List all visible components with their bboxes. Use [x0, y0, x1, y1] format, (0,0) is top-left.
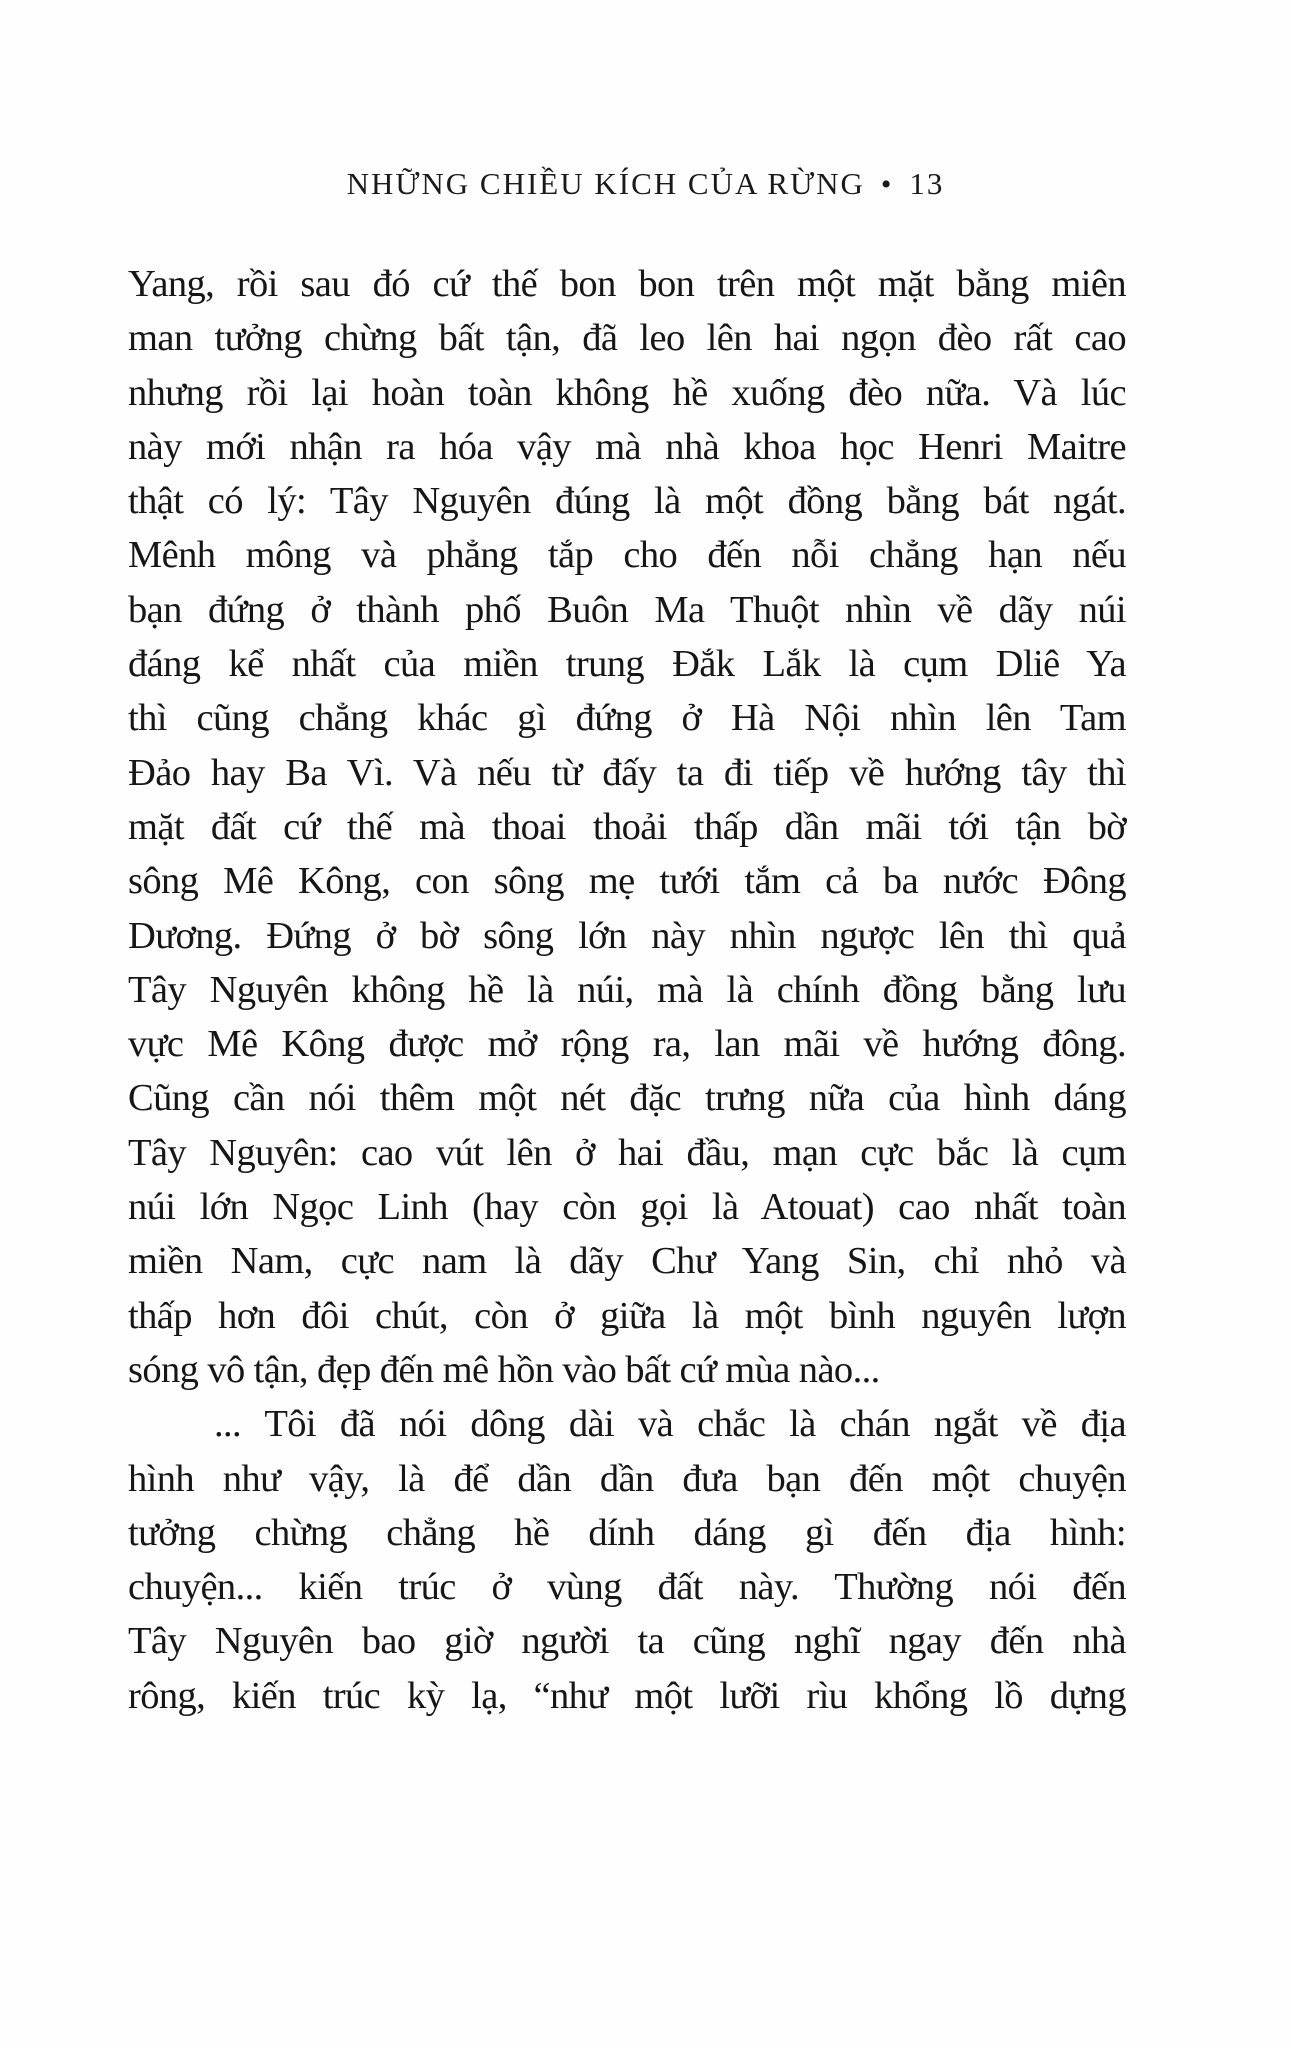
text-line: Yang, rồi sau đó cứ thế bon bon trên một mặt bằng miên: [128, 263, 1126, 305]
text-line: sông Mê Kông, con sông mẹ tưới tắm cả ba nước Đông: [128, 860, 1126, 903]
text-line: bạn đứng ở thành phố Buôn Ma Thuột nhìn về dãy núi: [128, 588, 1126, 631]
text-line: thật có lý: Tây Nguyên đúng là một đồng bằng bát ngát.: [128, 480, 1126, 523]
body-text: [128, 257, 1126, 1723]
chapter-title: NHỮNG CHIỀU KÍCH CỦA RỪNG: [346, 166, 865, 201]
text-line: Tây Nguyên: cao vút lên ở hai đầu, mạn cực bắc là cụm: [128, 1131, 1126, 1174]
text-line: này mới nhận ra hóa vậy mà nhà khoa học Henri Maitre: [128, 425, 1126, 468]
text-line: ... Tôi đã nói dông dài và chắc là chán ngắt về địa: [214, 1403, 1126, 1446]
text-line: sóng vô tận, đẹp đến mê hồn vào bất cứ mùa nào...: [128, 1348, 880, 1391]
text-line: man tưởng chừng bất tận, đã leo lên hai ngọn đèo rất cao: [128, 317, 1126, 360]
text-line: vực Mê Kông được mở rộng ra, lan mãi về hướng đông.: [128, 1023, 1126, 1066]
text-line: Tây Nguyên bao giờ người ta cũng nghĩ ngay đến nhà: [128, 1620, 1126, 1663]
text-line: miền Nam, cực nam là dãy Chư Yang Sin, chỉ nhỏ và: [128, 1240, 1126, 1283]
text-line: Cũng cần nói thêm một nét đặc trưng nữa của hình dáng: [128, 1077, 1126, 1120]
running-head: [0, 166, 1291, 202]
text-line: hình như vậy, là để dần dần đưa bạn đến một chuyện: [128, 1457, 1126, 1500]
paragraph-1: [128, 257, 1126, 1397]
text-line: Mênh mông và phẳng tắp cho đến nỗi chẳng hạn nếu: [128, 534, 1126, 577]
page-number: 13: [909, 166, 945, 201]
text-line: nhưng rồi lại hoàn toàn không hề xuống đèo nữa. Và lúc: [128, 371, 1126, 414]
separator-dot: •: [880, 168, 894, 201]
text-line: tưởng chừng chẳng hề dính dáng gì đến địa hình:: [128, 1511, 1126, 1554]
text-line: chuyện... kiến trúc ở vùng đất này. Thường nói đến: [128, 1566, 1126, 1609]
text-line: Dương. Đứng ở bờ sông lớn này nhìn ngược lên thì quả: [128, 914, 1126, 957]
text-line: Đảo hay Ba Vì. Và nếu từ đấy ta đi tiếp về hướng tây thì: [128, 751, 1126, 794]
text-line: thấp hơn đôi chút, còn ở giữa là một bình nguyên lượn: [128, 1294, 1126, 1337]
text-line: núi lớn Ngọc Linh (hay còn gọi là Atouat) cao nhất toàn: [128, 1186, 1126, 1229]
text-line: rông, kiến trúc kỳ lạ, “như một lưỡi rìu khổng lồ dựng: [128, 1674, 1126, 1717]
paragraph-2: [128, 1397, 1126, 1723]
text-line: thì cũng chẳng khác gì đứng ở Hà Nội nhìn lên Tam: [128, 697, 1126, 740]
text-line: đáng kể nhất của miền trung Đắk Lắk là cụm Dliê Ya: [128, 643, 1126, 686]
text-line: Tây Nguyên không hề là núi, mà là chính đồng bằng lưu: [128, 968, 1126, 1011]
text-line: mặt đất cứ thế mà thoai thoải thấp dần mãi tới tận bờ: [128, 805, 1126, 848]
